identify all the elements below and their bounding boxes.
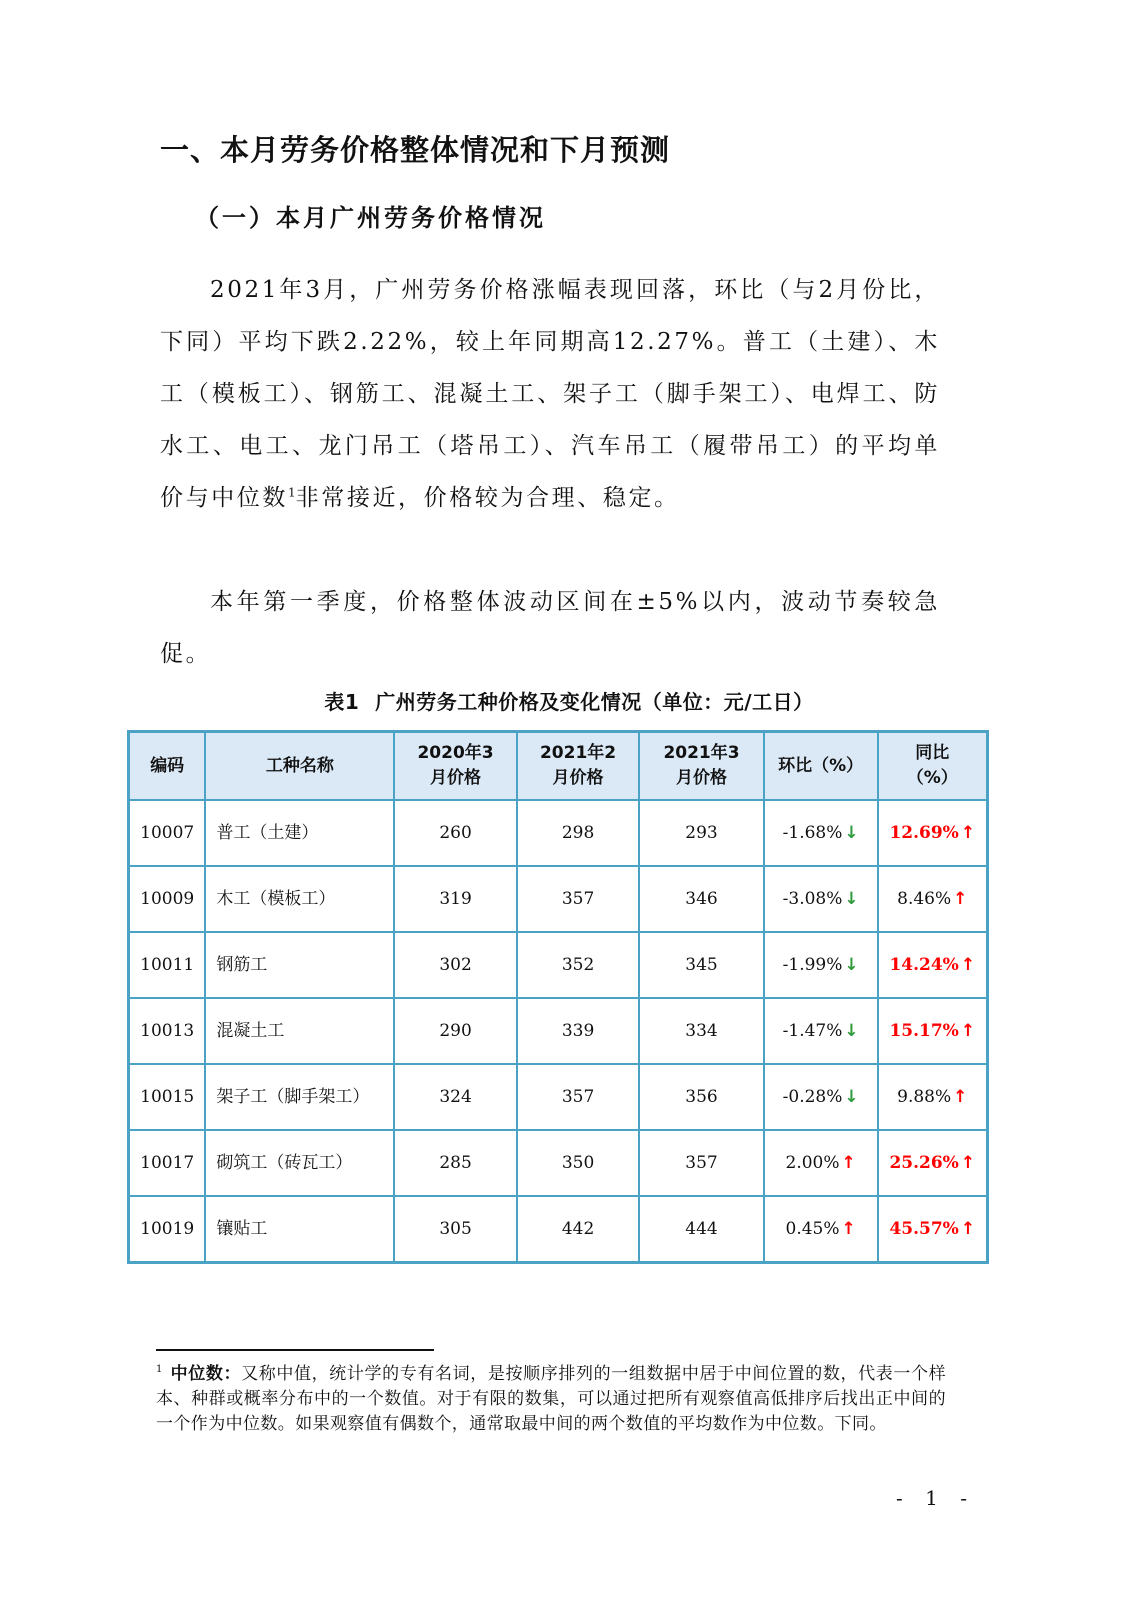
- cell-mom: [764, 1196, 878, 1263]
- table-row: [129, 1196, 988, 1263]
- yoy-value: 45.57%: [889, 1219, 959, 1239]
- cell-price-2021-02: 339: [517, 998, 639, 1064]
- cell-price-2020-03: 290: [394, 998, 516, 1064]
- header-price-2020-03: [394, 732, 516, 801]
- yoy-value: 9.88%: [897, 1087, 952, 1107]
- mom-value: -0.28%: [782, 1087, 843, 1107]
- header-price-2020-03-line2: 月价格: [430, 768, 482, 788]
- cell-mom: [764, 1064, 878, 1130]
- cell-price-2020-03: 302: [394, 932, 516, 998]
- cell-yoy: [878, 866, 988, 932]
- mom-value: -1.68%: [782, 823, 843, 843]
- header-price-2021-03-line2: 月价格: [676, 768, 728, 788]
- cell-price-2020-03: 305: [394, 1196, 516, 1263]
- yoy-value: 12.69%: [889, 823, 959, 843]
- cell-name: 钢筋工: [205, 932, 394, 998]
- header-mom: 环比（%）: [764, 732, 878, 801]
- header-price-2021-02: [517, 732, 639, 801]
- mom-value: 2.00%: [785, 1153, 840, 1173]
- header-code: 编码: [129, 732, 206, 801]
- cell-code: 10013: [129, 998, 206, 1064]
- arrow-up-icon: ↑: [953, 889, 968, 909]
- cell-mom: [764, 800, 878, 866]
- yoy-value: 8.46%: [897, 889, 952, 909]
- header-yoy-line2: （%）: [906, 768, 958, 788]
- cell-code: 10009: [129, 866, 206, 932]
- cell-price-2021-02: 352: [517, 932, 639, 998]
- header-name: 工种名称: [205, 732, 394, 801]
- cell-price-2021-02: 357: [517, 1064, 639, 1130]
- cell-price-2021-03: 356: [639, 1064, 763, 1130]
- header-price-2020-03-line1: 2020年3: [417, 743, 494, 763]
- cell-price-2021-02: 357: [517, 866, 639, 932]
- table-row: [129, 866, 988, 932]
- page-number: - 1 -: [896, 1486, 975, 1510]
- header-price-2021-02-line2: 月价格: [552, 768, 604, 788]
- yoy-value: 15.17%: [889, 1021, 959, 1041]
- cell-price-2021-03: 334: [639, 998, 763, 1064]
- arrow-up-icon: ↑: [841, 1219, 856, 1239]
- cell-yoy: [878, 932, 988, 998]
- arrow-down-icon: ↓: [844, 889, 859, 909]
- mom-value: -1.47%: [782, 1021, 843, 1041]
- cell-price-2021-03: 293: [639, 800, 763, 866]
- arrow-up-icon: ↑: [960, 823, 976, 843]
- arrow-up-icon: ↑: [841, 1153, 856, 1173]
- cell-yoy: [878, 800, 988, 866]
- cell-yoy: [878, 1064, 988, 1130]
- footnote-text: 又称中值，统计学的专有名词，是按顺序排列的一组数据中居于中间位置的数，代表一个样本、种群或概率分布中的一个数值。对于有限的数集，可以通过把所有观察值高低排序后找出正中间的一个作为中位数。如果观察值有偶数个，通常取最中间的两个数值的平均数作为中位数。下同。: [156, 1364, 947, 1434]
- cell-code: 10011: [129, 932, 206, 998]
- arrow-up-icon: ↑: [960, 1021, 976, 1041]
- arrow-up-icon: ↑: [960, 1153, 976, 1173]
- table-number: 表1: [324, 690, 360, 714]
- header-price-2021-03: [639, 732, 763, 801]
- table-header-row: [129, 732, 988, 801]
- table-row: [129, 1130, 988, 1196]
- arrow-down-icon: ↓: [844, 955, 859, 975]
- footnote-divider: [156, 1349, 434, 1351]
- table-caption: [127, 686, 1011, 715]
- arrow-up-icon: ↑: [960, 955, 976, 975]
- cell-name: 镶贴工: [205, 1196, 394, 1263]
- cell-price-2020-03: 324: [394, 1064, 516, 1130]
- paragraph-text-b: 非常接近，价格较为合理、稳定。: [295, 485, 680, 511]
- subsection-heading: （一）本月广州劳务价格情况: [195, 204, 546, 232]
- cell-mom: [764, 932, 878, 998]
- cell-code: 10007: [129, 800, 206, 866]
- cell-mom: [764, 866, 878, 932]
- arrow-down-icon: ↓: [844, 1021, 859, 1041]
- cell-price-2020-03: 285: [394, 1130, 516, 1196]
- table-body: [129, 800, 988, 1263]
- cell-yoy: [878, 1130, 988, 1196]
- yoy-value: 25.26%: [889, 1153, 959, 1173]
- cell-code: 10019: [129, 1196, 206, 1263]
- arrow-down-icon: ↓: [844, 823, 859, 843]
- header-yoy-line1: 同比: [915, 743, 950, 763]
- section-heading: 一、本月劳务价格整体情况和下月预测: [160, 133, 671, 167]
- cell-price-2021-02: 298: [517, 800, 639, 866]
- cell-price-2021-03: 346: [639, 866, 763, 932]
- cell-yoy: [878, 998, 988, 1064]
- arrow-down-icon: ↓: [844, 1087, 859, 1107]
- cell-mom: [764, 998, 878, 1064]
- cell-code: 10017: [129, 1130, 206, 1196]
- mom-value: -3.08%: [782, 889, 843, 909]
- cell-name: 混凝土工: [205, 998, 394, 1064]
- table-row: [129, 998, 988, 1064]
- paragraph-quarter-summary: 本年第一季度，价格整体波动区间在±5%以内，波动节奏较急促。: [160, 589, 940, 667]
- labor-price-table: [127, 730, 989, 1264]
- cell-price-2020-03: 260: [394, 800, 516, 866]
- mom-value: -1.99%: [782, 955, 843, 975]
- table-row: [129, 932, 988, 998]
- footnote: [156, 1362, 946, 1437]
- cell-price-2020-03: 319: [394, 866, 516, 932]
- cell-price-2021-03: 444: [639, 1196, 763, 1263]
- footnote-ref[interactable]: 1: [288, 485, 296, 500]
- yoy-value: 14.24%: [889, 955, 959, 975]
- cell-mom: [764, 1130, 878, 1196]
- header-price-2021-02-line1: 2021年2: [539, 743, 617, 763]
- cell-name: 架子工（脚手架工）: [205, 1064, 394, 1130]
- paragraph-price-summary: [160, 264, 940, 524]
- paragraph-text-a: 2021年3月，广州劳务价格涨幅表现回落，环比（与2月份比，下同）平均下跌2.22%，较上年同期高12.27%。普工（土建）、木工（模板工）、钢筋工、混凝土工、架子工（脚手架工）、电焊工、防水工、电工、龙门吊工（塔吊工）、汽车吊工（履带吊工）的平均单价与中位数: [160, 277, 940, 511]
- cell-price-2021-03: 345: [639, 932, 763, 998]
- table-row: [129, 800, 988, 866]
- cell-name: 木工（模板工）: [205, 866, 394, 932]
- cell-name: 砌筑工（砖瓦工）: [205, 1130, 394, 1196]
- cell-price-2021-02: 350: [517, 1130, 639, 1196]
- cell-price-2021-02: 442: [517, 1196, 639, 1263]
- footnote-mark: 1: [156, 1364, 163, 1376]
- table-row: [129, 1064, 988, 1130]
- arrow-up-icon: ↑: [960, 1219, 976, 1239]
- mom-value: 0.45%: [785, 1219, 840, 1239]
- cell-code: 10015: [129, 1064, 206, 1130]
- cell-price-2021-03: 357: [639, 1130, 763, 1196]
- arrow-up-icon: ↑: [953, 1087, 968, 1107]
- table-title: 广州劳务工种价格及变化情况（单位：元/工日）: [375, 690, 814, 714]
- footnote-term: 中位数：: [170, 1364, 242, 1384]
- header-price-2021-03-line1: 2021年3: [663, 743, 740, 763]
- cell-yoy: [878, 1196, 988, 1263]
- header-yoy: [878, 732, 988, 801]
- cell-name: 普工（土建）: [205, 800, 394, 866]
